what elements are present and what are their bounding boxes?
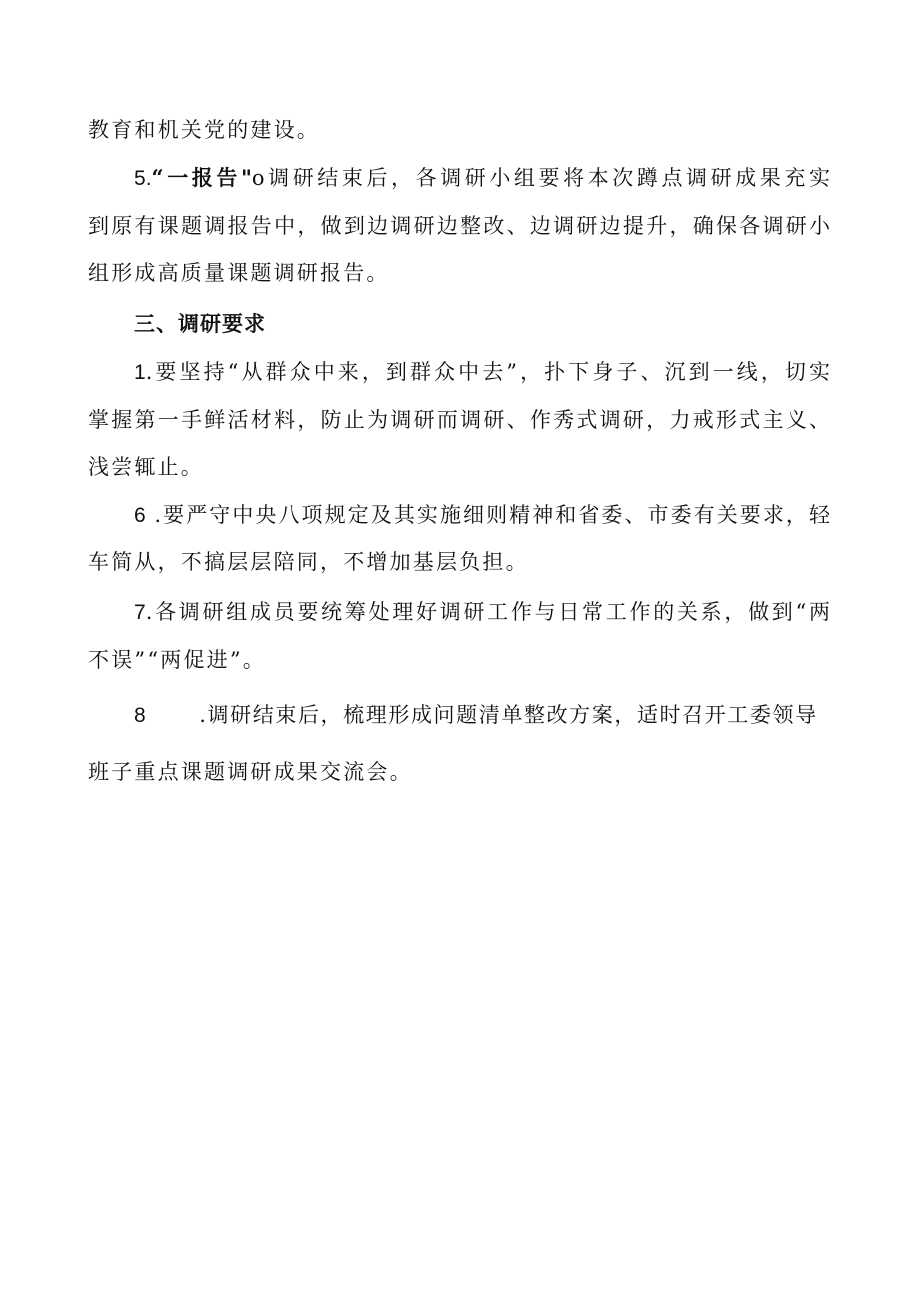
section-heading (134, 309, 266, 339)
item-number: 7 (134, 601, 146, 624)
paragraph-line (88, 452, 204, 482)
item-number: 1 (134, 361, 146, 384)
line-text: 浅尝辄止。 (88, 455, 204, 479)
item-number: 5 (134, 167, 146, 190)
line-text: 教育和机关党的建设。 (88, 118, 320, 142)
paragraph-line (88, 757, 413, 787)
line-text: 班子重点课题调研成果交流会。 (88, 760, 413, 784)
line-text: 组形成高质量课题调研报告。 (88, 261, 390, 285)
section-heading-text: 三、调研要求 (134, 312, 266, 336)
paragraph-line (88, 211, 830, 241)
item-5-line (134, 163, 830, 194)
item-text: .调研结束后，梳理形成问题清单整改方案，适时召开工委领导 (199, 703, 818, 727)
item-6-line (134, 500, 830, 531)
item-7-line (134, 597, 830, 628)
item-text: .各调研组成员要统筹处理好调研工作与日常工作的关系，做到“两 (145, 600, 830, 624)
line-text: 掌握第一手鲜活材料，防止为调研而调研、作秀式调研，力戒形式主义、 (88, 408, 830, 432)
paragraph-line (88, 405, 830, 435)
paragraph-line (88, 258, 390, 288)
item-8-line (134, 700, 818, 731)
line-text: 到原有课题调报告中，做到边调研边整改、边调研边提升，确保各调研小 (88, 214, 830, 238)
item-number: 8 (134, 704, 148, 727)
line-text: 不误”“两促进”。 (88, 648, 267, 672)
item-text: .要坚持“从群众中来，到群众中去”，扑下身子、沉到一线，切实 (145, 360, 830, 384)
item-separator: . (145, 167, 152, 190)
paragraph-line (88, 547, 529, 577)
item-text: o调研结束后，各调研小组要将本次蹲点调研成果充实 (251, 166, 830, 190)
paragraph-line (88, 115, 320, 145)
paragraph-line (88, 645, 266, 675)
item-title: “一报告" (151, 165, 252, 190)
item-1-line (134, 357, 830, 388)
item-number: 6 (134, 504, 146, 527)
line-text: 车简从，不搞层层陪同，不增加基层负担。 (88, 550, 529, 574)
item-text: .要严守中央八项规定及其实施细则精神和省委、市委有关要求，轻 (145, 503, 830, 527)
